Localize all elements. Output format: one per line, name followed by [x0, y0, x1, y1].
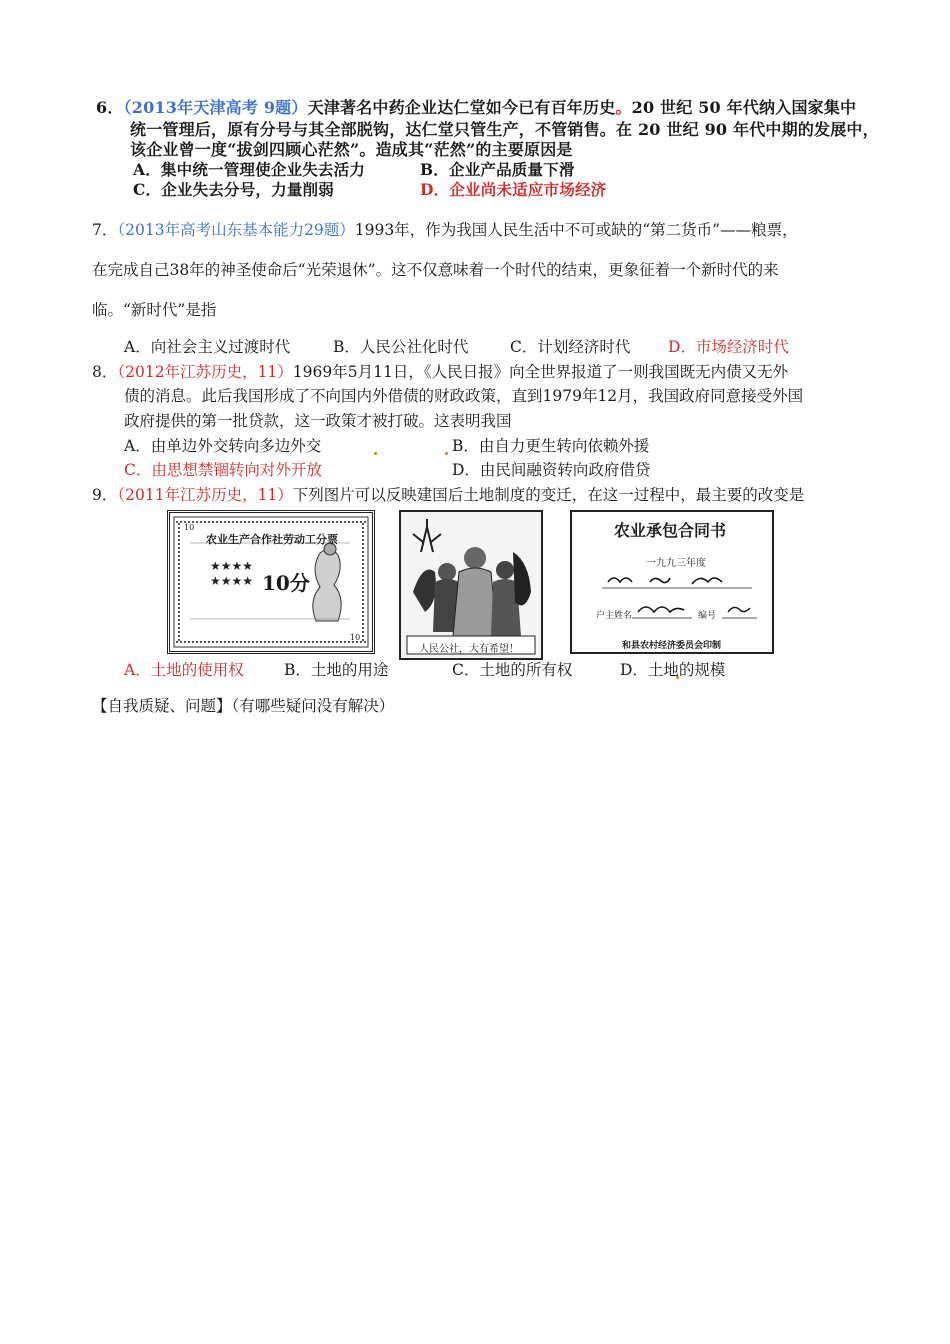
question-9-option-c: C．土地的所有权 — [452, 661, 573, 679]
land-contract-image — [570, 510, 774, 654]
question-number: 6． — [96, 98, 124, 117]
contract-number-label: 编号 — [698, 611, 717, 621]
poster-illustration-icon — [401, 512, 541, 658]
question-text: 下列图片可以反映建国后土地制度的变迁，在这一过程中，最主要的改变是 — [292, 486, 805, 504]
question-source: （2013年高考山东基本能力29题） — [117, 221, 355, 239]
svg-text:★★★★: ★★★★ — [210, 559, 254, 573]
svg-text:★★★★: ★★★★ — [210, 574, 254, 588]
commune-poster-image — [399, 510, 543, 660]
question-7-option-a: A．向社会主义过渡时代 — [124, 338, 291, 356]
question-7-line-1 — [92, 220, 798, 240]
question-source: （2013年天津高考 9题） — [123, 98, 308, 117]
question-6-option-c: C．企业失去分号，力量削弱 — [133, 180, 334, 199]
question-6-option-b: B．企业产品质量下滑 — [420, 160, 575, 179]
question-8-line-3: 政府提供的第一批贷款，这一政策才被打破。这表明我国 — [124, 412, 512, 430]
question-text: 20 世纪 50 年代纳入国家集中 — [631, 98, 857, 117]
ticket-title: 农业生产合作社劳动工分票 — [206, 533, 338, 546]
question-source: （2011年江苏历史，11） — [117, 486, 293, 504]
red-dot: 。 — [615, 98, 632, 117]
question-7-option-c: C．计划经济时代 — [510, 338, 631, 356]
question-8-option-b: B．由自力更生转向依赖外援 — [452, 437, 650, 455]
ticket-corner-number: 10 — [350, 633, 361, 642]
poster-caption: 人民公社，大有希望！ — [419, 644, 519, 655]
ticket-value: 10分 — [262, 571, 310, 595]
question-9-option-b: B．土地的用途 — [284, 661, 389, 679]
self-reflection-line — [92, 696, 394, 716]
contract-issuer: 和县农村经济委员会印制 — [622, 641, 722, 651]
self-reflection-heading: 【自我质疑、问题】 — [92, 697, 232, 715]
question-6-option-a: A．集中统一管理使企业失去活力 — [133, 160, 366, 179]
question-6-line-1 — [96, 98, 856, 118]
contract-handwriting-icon — [572, 512, 772, 652]
question-7-option-b: B．人民公社化时代 — [333, 338, 469, 356]
question-6-option-d: D．企业尚未适应市场经济 — [420, 180, 607, 199]
question-7-line-2: 在完成自己38年的神圣使命后“光荣退休”。这不仅意味着一个时代的结束，更象征着一个新时代的来 — [92, 261, 779, 279]
work-point-ticket-image — [167, 510, 375, 654]
contract-title: 农业承包合同书 — [614, 521, 727, 540]
question-9-line-1 — [92, 485, 804, 505]
orange-mark — [374, 452, 377, 455]
self-reflection-note: （有哪些疑问没有解决） — [231, 697, 395, 715]
question-7-option-d: D．市场经济时代 — [668, 338, 789, 356]
question-number: 9． — [92, 486, 118, 504]
question-text: 1969年5月11日，《人民日报》向全世界报道了一则我国既无内债又无外 — [292, 363, 789, 381]
question-9-option-d: D．土地的规模 — [620, 661, 726, 679]
orange-mark — [445, 452, 448, 455]
question-6-line-3: 该企业曾一度“拔剑四顾心茫然”。造成其“茫然”的主要原因是 — [130, 140, 573, 159]
question-number: 8． — [92, 363, 118, 381]
question-number: 7． — [92, 221, 118, 239]
question-text: 天津著名中药企业达仁堂如今已有百年历史 — [307, 98, 616, 117]
contract-year: 一九九三年度 — [646, 558, 706, 569]
question-8-line-2: 债的消息。此后我国形成了不向国内外借债的财政政策，直到1979年12月，我国政府同意接受外国 — [124, 387, 804, 405]
question-9-option-a: A．土地的使用权 — [124, 661, 244, 679]
question-source: （2012年江苏历史，11） — [117, 363, 293, 381]
question-8-option-a: A．由单边外交转向多边外交 — [124, 437, 322, 455]
question-8-line-1 — [92, 362, 788, 382]
question-8-option-d: D．由民间融资转向政府借贷 — [452, 461, 651, 479]
question-text: 1993年，作为我国人民生活中不可或缺的“第二货币”——粮票， — [354, 221, 798, 239]
contract-holder-label: 户主姓名 — [596, 611, 633, 621]
question-8-option-c: C．由思想禁锢转向对外开放 — [124, 461, 322, 479]
ticket-corner-number: 10 — [184, 523, 195, 532]
question-6-line-2: 统一管理后，原有分号与其全部脱钩，达仁堂只管生产，不管销售。在 20 世纪 90 年代中期的发展中， — [130, 120, 879, 139]
question-7-line-3: 临。“新时代”是指 — [92, 301, 217, 319]
